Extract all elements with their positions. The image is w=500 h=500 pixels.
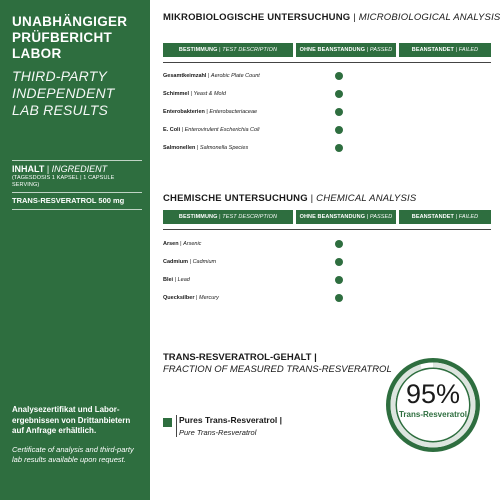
ingredient-label-de: INHALT: [12, 164, 45, 174]
table-divider: [163, 229, 491, 230]
passed-dot-icon: [335, 258, 343, 266]
purity-ring-chart: [383, 355, 483, 455]
table-row: Schimmel | Yeast & Mold: [163, 85, 491, 103]
chem-section-title: CHEMISCHE UNTERSUCHUNG | CHEMICAL ANALYSIS: [163, 193, 417, 204]
header-test-description: BESTIMMUNG | TEST DESCRIPTION: [163, 210, 293, 224]
chem-table-body: [163, 235, 491, 307]
fraction-title-de: TRANS-RESVERATROL-GEHALT |: [163, 352, 317, 363]
micro-table-body: [163, 67, 491, 157]
report-subtitle: THIRD-PARTY INDEPENDENT LAB RESULTS: [12, 68, 115, 118]
table-divider: [163, 62, 491, 63]
percent-value: 95%: [405, 379, 461, 409]
passed-dot-icon: [335, 276, 343, 284]
header-failed: BEANSTANDET | FAILED: [399, 43, 491, 57]
chem-table-header: [163, 210, 491, 224]
table-row: Salmonellen | Salmonella Species: [163, 139, 491, 157]
passed-dot-icon: [335, 108, 343, 116]
ingredient-value: TRANS-RESVERATROL 500 mg: [12, 196, 125, 205]
report-title: UNABHÄNGIGER PRÜFBERICHT LABOR: [12, 14, 128, 61]
passed-dot-icon: [335, 144, 343, 152]
passed-dot-icon: [335, 126, 343, 134]
serving-size: (TAGESDOSIS 1 KAPSEL | 1 CAPSULE SERVING): [12, 175, 115, 188]
table-row: Quecksilber | Mercury: [163, 289, 491, 307]
table-row: E. Coli | Enterovirulent Escherichia Coli: [163, 121, 491, 139]
table-row: Enterobakterien | Enterobacteriaceae: [163, 103, 491, 121]
legend-label-en: Pure Trans-Resveratrol: [179, 428, 257, 437]
ring-label: Trans-Resveratrol: [398, 410, 468, 419]
chem-title-de: CHEMISCHE UNTERSUCHUNG: [163, 193, 308, 204]
legend-label-de: Pures Trans-Resveratrol |: [179, 415, 283, 425]
legend-divider: [176, 415, 177, 437]
main-content: [163, 0, 500, 500]
fraction-title-en: FRACTION OF MEASURED TRANS-RESVERATROL: [163, 364, 392, 375]
divider: [12, 209, 142, 210]
divider: [12, 192, 142, 193]
certificate-note: [12, 405, 140, 465]
passed-dot-icon: [335, 90, 343, 98]
divider: [12, 160, 142, 161]
header-test-description: BESTIMMUNG | TEST DESCRIPTION: [163, 43, 293, 57]
certificate-note-en: Certificate of analysis and third-party lab results available upon request.: [12, 444, 134, 464]
sidebar-panel: [0, 0, 150, 500]
micro-title-en: MICROBIOLOGICAL ANALYSIS: [358, 12, 500, 23]
header-passed: OHNE BEANSTANDUNG | PASSED: [296, 210, 396, 224]
certificate-note-de: Analysezertifikat und Laborergebnissen von Drittanbietern auf Anfrage erhältlich.: [12, 405, 131, 435]
ingredient-heading: INHALT | INGREDIENT: [12, 164, 108, 174]
ingredient-block: [12, 160, 142, 210]
passed-dot-icon: [335, 294, 343, 302]
table-row: Arsen | Arsenic: [163, 235, 491, 253]
micro-title-de: MIKROBIOLOGISCHE UNTERSUCHUNG: [163, 12, 351, 23]
table-row: Cadmium | Cadmium: [163, 253, 491, 271]
header-passed: OHNE BEANSTANDUNG | PASSED: [296, 43, 396, 57]
header-failed: BEANSTANDET | FAILED: [399, 210, 491, 224]
micro-section-title: MIKROBIOLOGISCHE UNTERSUCHUNG | MICROBIOLOGICAL ANALYSIS: [163, 12, 500, 23]
legend-swatch: [163, 418, 172, 427]
ingredient-label-en: INGREDIENT: [51, 164, 108, 174]
table-row: Gesamtkeimzahl | Aerobic Plate Count: [163, 67, 491, 85]
table-row: Blei | Lead: [163, 271, 491, 289]
passed-dot-icon: [335, 240, 343, 248]
fraction-section-title: [163, 352, 392, 376]
passed-dot-icon: [335, 72, 343, 80]
micro-table-header: [163, 43, 491, 57]
chem-title-en: CHEMICAL ANALYSIS: [316, 193, 417, 204]
